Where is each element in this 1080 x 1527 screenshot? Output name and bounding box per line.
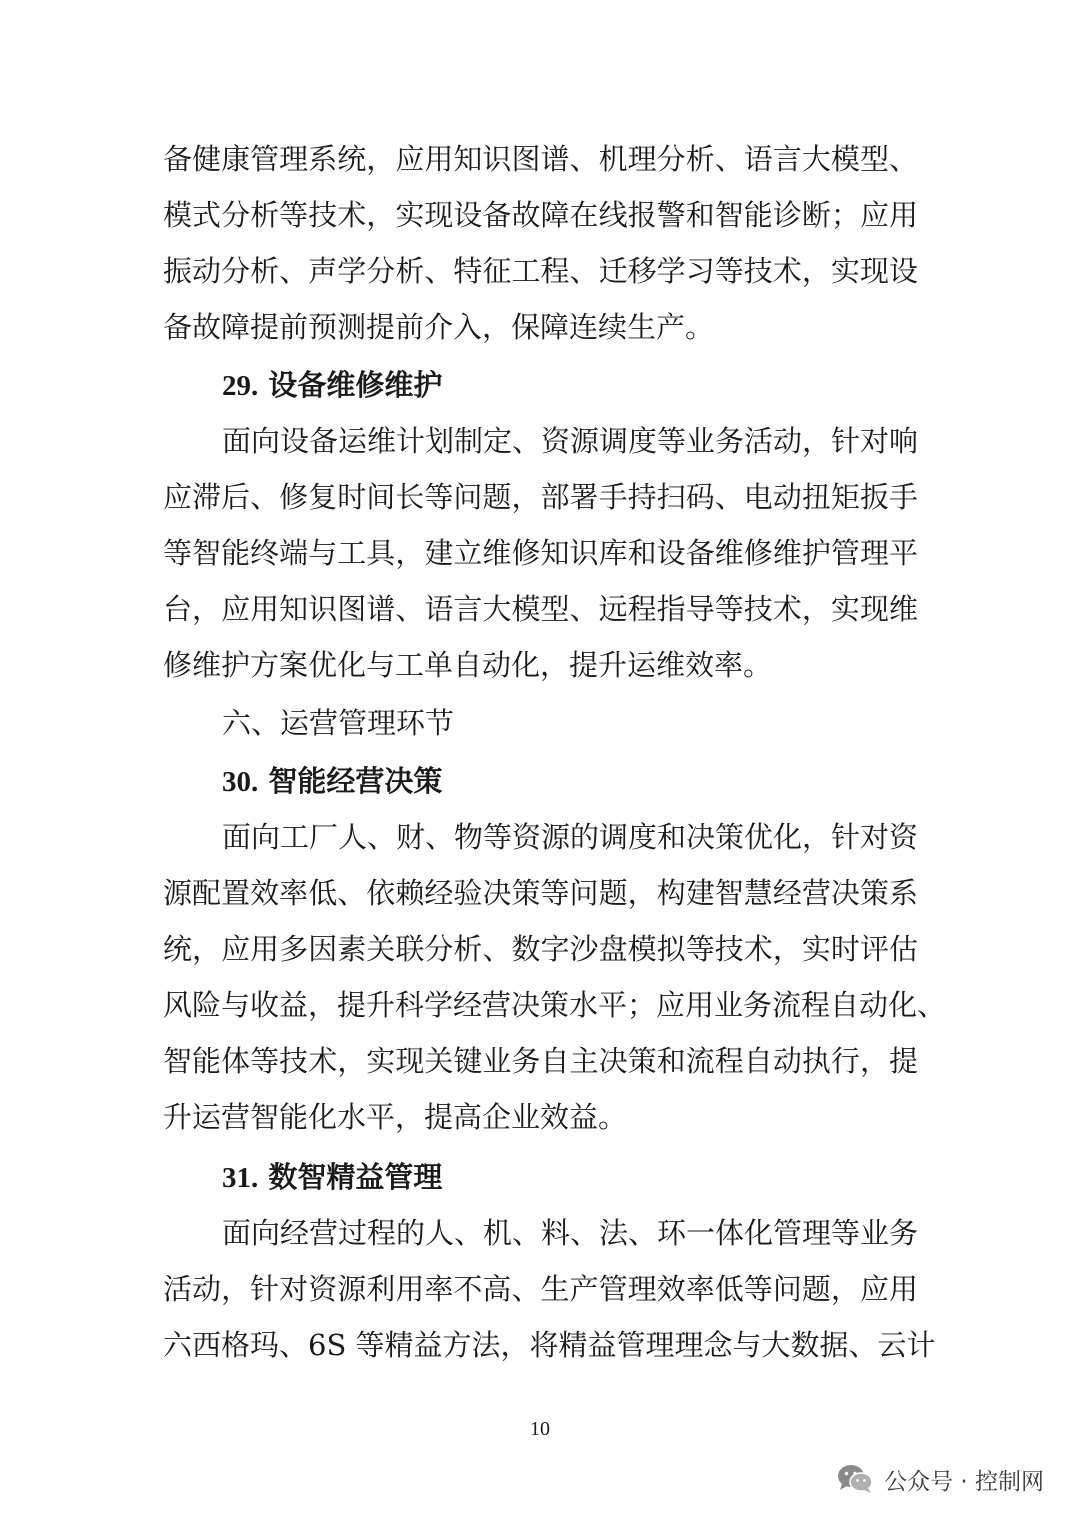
heading-30: [222, 761, 442, 802]
body-line: 台，应用知识图谱、语言大模型、远程指导等技术，实现维: [163, 592, 918, 626]
body-line: 备故障提前预测提前介入，保障连续生产。: [163, 310, 715, 344]
page-number: 10: [530, 1418, 550, 1440]
heading-title: 数智精益管理: [268, 1160, 443, 1194]
body-line: 风险与收益，提升科学经营决策水平；应用业务流程自动化、: [163, 988, 947, 1022]
body-line: 面向设备运维计划制定、资源调度等业务活动，针对响: [222, 424, 919, 458]
section-heading: 六、运营管理环节: [222, 706, 455, 740]
body-line: 统，应用多因素关联分析、数字沙盘模拟等技术，实时评估: [163, 932, 918, 966]
body-line: 振动分析、声学分析、特征工程、迁移学习等技术，实现设: [163, 254, 918, 288]
watermark-text: 公众号 · 控制网: [884, 1468, 1044, 1495]
wechat-icon: [836, 1463, 874, 1495]
body-line: 升运营智能化水平，提高企业效益。: [163, 1100, 628, 1134]
heading-number: 30.: [222, 766, 259, 798]
body-line: 面向工厂人、财、物等资源的调度和决策优化，针对资: [222, 820, 919, 854]
watermark: [836, 1459, 1044, 1499]
body-line: 备健康管理系统，应用知识图谱、机理分析、语言大模型、: [163, 142, 918, 176]
heading-number: 31.: [222, 1162, 259, 1194]
body-line: 修维护方案优化与工单自动化，提升运维效率。: [163, 648, 773, 682]
heading-title: 设备维修维护: [268, 368, 443, 402]
heading-title: 智能经营决策: [268, 764, 443, 798]
body-line: 六西格玛、6S 等精益方法，将精益管理理念与大数据、云计: [163, 1328, 936, 1362]
heading-number: 29.: [222, 370, 259, 402]
heading-29: [222, 365, 442, 406]
body-line: 等智能终端与工具，建立维修知识库和设备维修维护管理平: [163, 536, 918, 570]
body-line: 源配置效率低、依赖经验决策等问题，构建智慧经营决策系: [163, 876, 918, 910]
body-line: 应滞后、修复时间长等问题，部署手持扫码、电动扭矩扳手: [163, 480, 918, 514]
body-line: 活动，针对资源利用率不高、生产管理效率低等问题，应用: [163, 1272, 918, 1306]
body-line: 智能体等技术，实现关键业务自主决策和流程自动执行，提: [163, 1044, 918, 1078]
body-line: 面向经营过程的人、机、料、法、环一体化管理等业务: [222, 1216, 919, 1250]
body-line: 模式分析等技术，实现设备故障在线报警和智能诊断；应用: [163, 198, 918, 232]
heading-31: [222, 1157, 442, 1198]
